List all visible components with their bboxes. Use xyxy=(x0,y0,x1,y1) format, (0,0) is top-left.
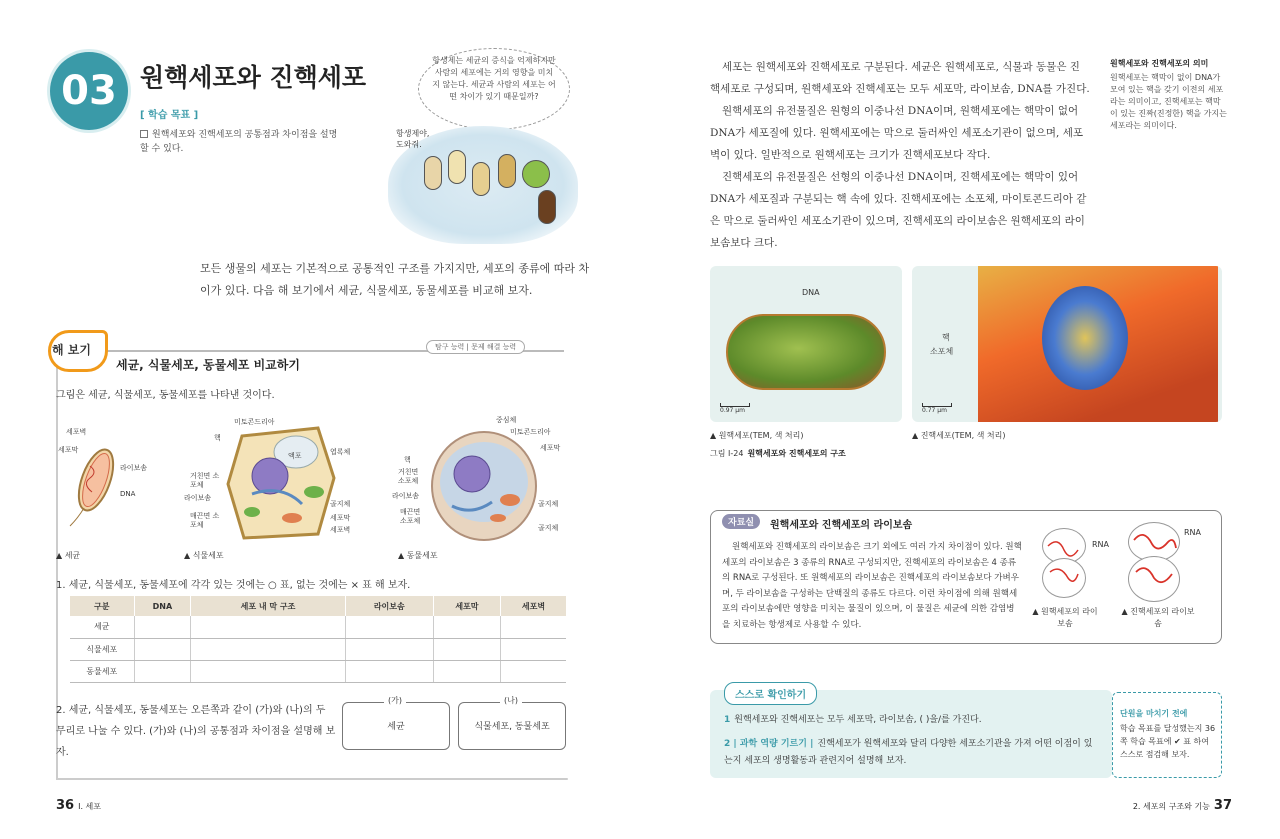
plant-label: 골지체 xyxy=(330,500,351,508)
mitochondria-icon xyxy=(490,514,506,522)
eukaryote-image xyxy=(912,266,1222,422)
check-number: 1 xyxy=(724,715,731,725)
germ-icon xyxy=(448,150,466,184)
answer-cell[interactable] xyxy=(433,638,500,660)
page-footer-right xyxy=(1133,798,1232,813)
rna-label: RNA xyxy=(1092,540,1110,549)
cartoon-speech: 항생제야, 도와줘. xyxy=(396,129,430,149)
animal-label: 중심체 xyxy=(496,416,517,424)
animal-label: 세포막 xyxy=(540,444,561,452)
scale-bar xyxy=(720,403,750,414)
unit-review-text: 학습 목표를 달성했는지 36 쪽 학습 목표에 ✔ 표 하여 스스로 점검해 보자. xyxy=(1120,724,1216,759)
answer-cell[interactable] xyxy=(345,660,433,682)
dna-label: DNA xyxy=(802,288,820,297)
table-header-row xyxy=(70,596,566,616)
ability-tags: 탐구 능력 | 문제 해결 능력 xyxy=(426,340,525,354)
rna-squiggle xyxy=(1130,528,1178,594)
data-text: 원핵세포와 진핵세포의 라이보솜은 크기 외에도 여러 가지 차이점이 있다. 원핵세포의 라이보솜은 3 종류의 RNA로 구성되지만, 진핵세포의 라이보솜은 4 종류의 RNA로 구성된다. 또 원핵세포의 라이보솜은 진핵세포의 라이보솜보다 가벼우며, 두 라이보솜을 구성하는 단백질의 종류도 다르다. 이런 차이점에 의해 원핵세포의 라이보솜에만 영향을 미치는 물질이 있으며, 이 물질은 세균에 의한 감염병을 치료하는 항생제로 사용할 수 있다. xyxy=(722,542,1022,630)
answer-cell[interactable] xyxy=(191,638,345,660)
prokaryote-image xyxy=(710,266,902,422)
rna-squiggle xyxy=(1044,536,1084,590)
germ-icon xyxy=(538,190,556,224)
bact-label-wall: 세포벽 xyxy=(66,428,87,436)
germ-icon xyxy=(424,156,442,190)
mitochondria-icon xyxy=(500,494,520,506)
group-a-title: (가) xyxy=(384,695,406,706)
plant-label: 미토콘드리아 xyxy=(234,418,275,426)
bact-label-membrane: 세포막 xyxy=(58,446,79,454)
animal-cell-diagram xyxy=(428,428,540,542)
nucleus-shape xyxy=(1042,286,1128,390)
answer-cell[interactable] xyxy=(433,660,500,682)
mitochondria-icon xyxy=(282,513,302,523)
plant-label: 엽록체 xyxy=(330,448,351,456)
section-name: I. 세포 xyxy=(78,802,101,811)
check-question-2 xyxy=(724,736,1100,770)
paragraph: 세포는 원핵세포와 진핵세포로 구분된다. 세균은 원핵세포로, 식물과 동물은 진핵세포로 구성되며, 원핵세포와 진핵세포는 모두 세포막, 라이보솜, DNA를 가진다. xyxy=(710,61,1090,95)
table-header: 세포막 xyxy=(433,596,500,616)
animal-label: 라이보솜 xyxy=(392,492,420,500)
check-text: 원핵세포와 진핵세포는 모두 세포막, 라이보솜, ( )을/를 가진다. xyxy=(734,715,982,725)
side-note-text: 원핵세포는 핵막이 없이 DNA가 모여 있는 핵을 갖기 이전의 세포라는 의미이고, 진핵세포는 핵막이 있는 진짜(진정한) 핵을 가지는 세포라는 의미이다. xyxy=(1110,73,1227,130)
answer-cell[interactable] xyxy=(500,638,566,660)
animal-label: 핵 xyxy=(404,456,411,464)
table-header: 세포 내 막 구조 xyxy=(191,596,345,616)
data-badge: 자료실 xyxy=(722,514,760,529)
figure-title: 원핵세포와 진핵세포의 구조 xyxy=(747,449,846,458)
goal-text xyxy=(140,128,340,156)
group-a-box: 세균 xyxy=(342,702,450,750)
ribo-caption-eukaryote: ▲ 진핵세포의 라이보솜 xyxy=(1121,607,1195,628)
answer-cell[interactable] xyxy=(134,616,191,638)
group-b-title: (나) xyxy=(500,695,522,706)
animal-label: 미토콘드리아 xyxy=(510,428,551,436)
side-note xyxy=(1110,58,1228,132)
page-number: 37 xyxy=(1213,798,1232,813)
page-number: 36 xyxy=(56,798,75,813)
animal-label: 골지체 xyxy=(538,524,559,532)
animal-label: 거친면 소포체 xyxy=(398,468,419,485)
figure-caption xyxy=(710,448,846,459)
answer-cell[interactable] xyxy=(345,638,433,660)
answer-cell[interactable] xyxy=(134,638,191,660)
plant-cell-diagram xyxy=(222,422,342,544)
chapter-title: 원핵세포와 진핵세포 xyxy=(140,63,367,92)
bacteria-flagellum xyxy=(70,508,84,526)
comparison-table xyxy=(70,596,566,683)
caption-prokaryote: ▲ 원핵세포(TEM, 색 처리) xyxy=(710,431,804,440)
check-number: 2 | 과학 역량 기르기 | xyxy=(724,739,814,749)
bact-label-dna: DNA xyxy=(120,490,136,498)
caption-eukaryote: ▲ 진핵세포(TEM, 색 처리) xyxy=(912,431,1006,440)
answer-cell[interactable] xyxy=(191,660,345,682)
check-question-1 xyxy=(724,712,982,725)
section-name: 2. 세포의 구조와 기능 xyxy=(1132,802,1210,811)
bact-label-ribosome: 라이보솜 xyxy=(120,464,148,472)
question-1: 1. 세균, 식물세포, 동물세포에 각각 있는 것에는 ○ 표, 없는 것에는 × 표 해 보자. xyxy=(56,580,411,591)
goal-label: [ 학습 목표 ] xyxy=(140,110,199,121)
germ-icon xyxy=(498,154,516,188)
answer-cell[interactable] xyxy=(433,616,500,638)
activity-bottom-line xyxy=(56,778,568,780)
plant-label: 세포벽 xyxy=(330,526,351,534)
table-header: 라이보솜 xyxy=(345,596,433,616)
plant-label: 거친면 소포체 xyxy=(190,472,220,489)
caption-animal: ▲ 동물세포 xyxy=(398,551,438,560)
prokaryote-cell-shape xyxy=(726,314,886,390)
row-label: 동물세포 xyxy=(70,660,134,682)
answer-cell[interactable] xyxy=(500,616,566,638)
answer-cell[interactable] xyxy=(191,616,345,638)
activity-badge-label: 해 보기 xyxy=(52,343,91,357)
speech-bubble: 항생제는 세균의 증식을 억제하지만 사람의 세포에는 거의 영향을 미치지 않는다. 세균과 사람의 세포는 어떤 차이가 있기 때문일까? xyxy=(418,48,570,130)
paragraph: 원핵세포의 유전물질은 원형의 이중나선 DNA이며, 원핵세포에는 핵막이 없어 DNA가 세포질에 있다. 원핵세포에는 막으로 둘러싸인 세포소기관이 없으며, 세포벽이 있다. 일반적으로 원핵세포는 크기가 진핵세포보다 작다. xyxy=(710,105,1083,161)
answer-cell[interactable] xyxy=(134,660,191,682)
prokaryote-ribosome-icon xyxy=(1036,528,1092,598)
animal-label: 골지체 xyxy=(538,500,559,508)
plant-label: 매끈면 소포체 xyxy=(190,512,220,529)
plant-label: 액포 xyxy=(288,452,302,460)
unit-review-title: 단원을 마치기 전에 xyxy=(1120,709,1188,718)
data-title: 원핵세포와 진핵세포의 라이보솜 xyxy=(770,520,913,531)
intro-text: 모든 생물의 세포는 기본적으로 공통적인 구조를 가지지만, 세포의 종류에 따라 차이가 있다. 다음 해 보기에서 세균, 식물세포, 동물세포를 비교해 보자. xyxy=(200,262,590,297)
caption-bacteria: ▲ 세균 xyxy=(56,551,81,560)
table-row xyxy=(70,616,566,638)
right-page xyxy=(640,0,1280,839)
scale-text: 0.77 μm xyxy=(922,407,947,414)
germ-icon xyxy=(472,162,490,196)
rna-label: RNA xyxy=(1184,528,1202,537)
body-text xyxy=(710,56,1090,254)
table-header: 세포벽 xyxy=(500,596,566,616)
animal-nucleus xyxy=(454,456,490,492)
germ-icon xyxy=(522,160,550,188)
row-label: 세균 xyxy=(70,616,134,638)
animal-label: 매끈면 소포체 xyxy=(400,508,421,525)
table-header: DNA xyxy=(134,596,191,616)
figure-label: 그림 Ⅰ-24 xyxy=(710,449,744,458)
table-row xyxy=(70,660,566,682)
page-footer-left xyxy=(56,798,101,813)
er-label: 소포체 xyxy=(930,347,954,356)
row-label: 식물세포 xyxy=(70,638,134,660)
scale-bar xyxy=(922,403,952,414)
plant-label: 핵 xyxy=(214,434,221,442)
activity-title: 세균, 식물세포, 동물세포 비교하기 xyxy=(116,358,300,372)
side-note-title: 원핵세포와 진핵세포의 의미 xyxy=(1110,59,1209,68)
check-text: 진핵세포가 원핵세포와 달리 다양한 세포소기관을 가져 어떤 이점이 있는지 세포의 생명활동과 관련지어 설명해 보자. xyxy=(724,739,1093,766)
paragraph: 진핵세포의 유전물질은 선형의 이중나선 DNA이며, 진핵세포에는 핵막이 있어 DNA가 세포질과 구분되는 핵 속에 있다. 진핵세포에는 소포체, 마이토콘드리아 같은 막으로 둘러싸인 세포소기관이 있으며, 진핵세포의 라이보솜은 원핵세포의 라이보솜보다 크다. xyxy=(710,171,1087,249)
caption-plant: ▲ 식물세포 xyxy=(184,551,224,560)
chloroplast-icon xyxy=(304,486,324,498)
question-2: 2. 세균, 식물세포, 동물세포는 오른쪽과 같이 (가)와 (나)의 두 무리로 나눌 수 있다. (가)와 (나)의 공통점과 차이점을 설명해 보자. xyxy=(56,705,336,758)
plant-label: 세포막 xyxy=(330,514,351,522)
bacteria-diagram xyxy=(56,420,166,540)
chapter-number: 03 xyxy=(50,52,128,130)
eukaryote-ribosome-icon xyxy=(1122,522,1186,602)
plant-nucleus xyxy=(252,458,288,494)
nucleus-label: 핵 xyxy=(942,333,950,342)
activity-description: 그림은 세균, 식물세포, 동물세포를 나타낸 것이다. xyxy=(56,390,275,401)
scale-text: 0.97 μm xyxy=(720,407,745,414)
goal-text-content: 원핵세포와 진핵세포의 공통점과 차이점을 설명할 수 있다. xyxy=(140,130,338,154)
ribo-caption-prokaryote: ▲ 원핵세포의 라이보솜 xyxy=(1032,607,1098,628)
table-header: 구분 xyxy=(70,596,134,616)
self-check-badge: 스스로 확인하기 xyxy=(724,682,817,705)
group-b-box: 식물세포, 동물세포 xyxy=(458,702,566,750)
plant-label: 라이보솜 xyxy=(184,494,212,502)
goal-checkbox[interactable] xyxy=(140,130,148,138)
answer-cell[interactable] xyxy=(500,660,566,682)
chloroplast-icon xyxy=(244,507,260,517)
table-row xyxy=(70,638,566,660)
answer-cell[interactable] xyxy=(345,616,433,638)
